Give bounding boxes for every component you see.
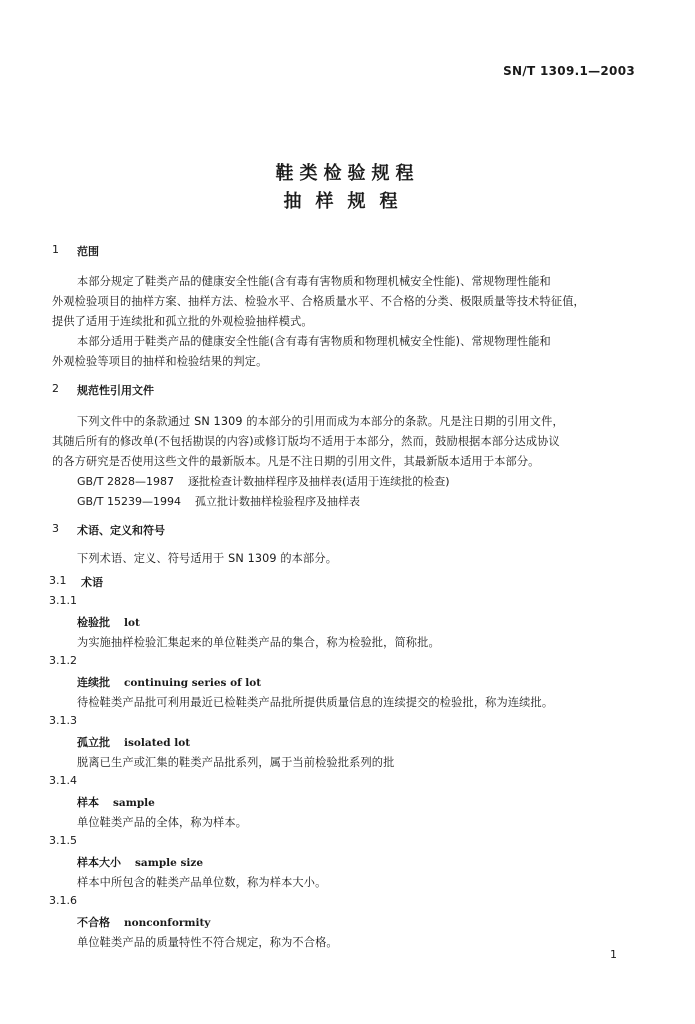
section-1-para1-line1: 本部分规定了鞋类产品的健康安全性能(含有毒有害物质和物理机械安全性能)、常规物理性能和 — [77, 275, 551, 288]
term-number: 3.1.2 — [49, 654, 77, 667]
section-1-para1-line2: 外观检验项目的抽样方案、抽样方法、检验水平、合格质量水平、不合格的分类、极限质量等技术特征值， — [52, 295, 585, 308]
term-definition: 为实施抽样检验汇集起来的单位鞋类产品的集合，称为检验批，简称批。 — [77, 636, 440, 649]
reference-code: GB/T 15239—1994 — [77, 495, 181, 508]
term-cn: 样本大小 — [77, 856, 121, 869]
term-cn: 样本 — [77, 796, 99, 809]
term-cn: 检验批 — [77, 616, 110, 629]
term-number: 3.1.5 — [49, 834, 77, 847]
term-heading — [77, 614, 140, 630]
section-2-para-line1: 下列文件中的条款通过 SN 1309 的本部分的引用而成为本部分的条款。凡是注日期的引用文件， — [77, 415, 564, 428]
term-definition: 样本中所包含的鞋类产品单位数，称为样本大小。 — [77, 876, 327, 889]
term-definition: 待检鞋类产品批可利用最近已检鞋类产品批所提供质量信息的连续提交的检验批，称为连续批。 — [77, 696, 554, 709]
reference-code: GB/T 2828—1987 — [77, 475, 174, 488]
subsection-3-1-heading: 术语 — [81, 576, 103, 589]
section-2-heading: 规范性引用文件 — [77, 384, 154, 397]
subsection-3-1-number: 3.1 — [49, 574, 67, 587]
section-2-para-line2: 其随后所有的修改单(不包括勘误的内容)或修订版均不适用于本部分，然而，鼓励根据本部分达成协议 — [52, 435, 560, 448]
term-definition: 单位鞋类产品的全体，称为样本。 — [77, 816, 248, 829]
section-3-number: 3 — [52, 522, 59, 535]
term-number: 3.1.3 — [49, 714, 77, 727]
term-heading — [77, 674, 261, 690]
term-en: sample — [113, 797, 155, 809]
term-cn: 连续批 — [77, 676, 110, 689]
reference-item — [77, 493, 360, 509]
term-number: 3.1.6 — [49, 894, 77, 907]
section-1-para2-line2: 外观检验等项目的抽样和检验结果的判定。 — [52, 355, 268, 368]
term-definition: 脱离已生产或汇集的鞋类产品批系列，属于当前检验批系列的批 — [77, 756, 395, 769]
section-1-para2-line1: 本部分适用于鞋类产品的健康安全性能(含有毒有害物质和物理机械安全性能)、常规物理性能和 — [77, 335, 551, 348]
term-cn: 孤立批 — [77, 736, 110, 749]
reference-title: 逐批检查计数抽样程序及抽样表(适用于连续批的检查) — [187, 475, 450, 488]
reference-item — [77, 473, 450, 489]
term-definition: 单位鞋类产品的质量特性不符合规定，称为不合格。 — [77, 936, 338, 949]
section-1-heading: 范围 — [77, 245, 99, 258]
page-number: 1 — [610, 948, 617, 961]
standard-code: SN/T 1309.1—2003 — [503, 64, 635, 78]
term-cn: 不合格 — [77, 916, 110, 929]
document-title: 鞋类检验规程 — [275, 163, 420, 184]
section-1-para1-line3: 提供了适用于连续批和孤立批的外观检验抽样模式。 — [52, 315, 313, 328]
term-en: isolated lot — [124, 737, 191, 749]
section-1-number: 1 — [52, 243, 59, 256]
term-number: 3.1.4 — [49, 774, 77, 787]
section-2-para-line3: 的各方研究是否使用这些文件的最新版本。凡是不注日期的引用文件，其最新版本适用于本部分。 — [52, 455, 540, 468]
section-3-heading: 术语、定义和符号 — [77, 524, 165, 537]
term-heading — [77, 794, 155, 810]
section-2-number: 2 — [52, 382, 59, 395]
term-en: continuing series of lot — [124, 677, 262, 689]
term-en: lot — [124, 617, 140, 629]
document-subtitle: 抽样规程 — [283, 191, 412, 212]
term-number: 3.1.1 — [49, 594, 77, 607]
term-en: nonconformity — [124, 917, 211, 929]
reference-title: 孤立批计数抽样检验程序及抽样表 — [194, 495, 360, 508]
section-3-intro: 下列术语、定义、符号适用于 SN 1309 的本部分。 — [77, 552, 338, 565]
term-heading — [77, 914, 210, 930]
term-heading — [77, 854, 203, 870]
term-heading — [77, 734, 190, 750]
term-en: sample size — [135, 857, 204, 869]
